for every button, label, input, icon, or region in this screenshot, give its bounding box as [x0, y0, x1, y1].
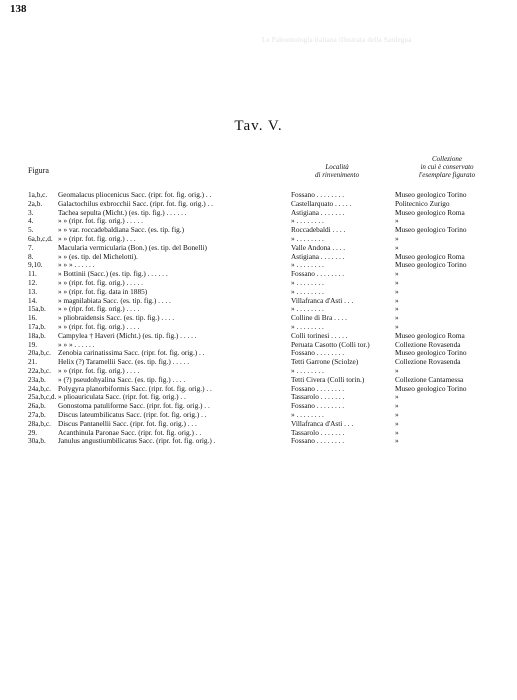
species-description: » » (ripr. fot. fig. orig.) . . . .: [58, 321, 140, 331]
collection: Collezione Cantamessa: [395, 374, 464, 384]
figure-number: 5.: [28, 225, 34, 235]
species-description: » » (es. tip. del Michelotti).: [58, 251, 138, 261]
figure-number: 21.: [28, 357, 38, 367]
locality: Valle Andona . . . .: [291, 242, 346, 252]
species-description: » » (ripr. fot. fig. orig.) . . . .: [58, 304, 140, 314]
locality: Peruata Casotto (Colli tor.): [291, 339, 370, 349]
locality: Colli torinesi . . . . .: [291, 330, 348, 340]
species-description: » » (ripr. fot. fig. orig.) . . . . .: [58, 277, 143, 287]
species-description: Acanthinula Paronae Sacc. (ripr. fot. fig. orig.) . .: [58, 427, 202, 437]
locality: » . . . . . . . .: [291, 321, 324, 331]
species-description: » Bottinii (Sacc.) (es. tip. fig.) . . . . . .: [58, 269, 168, 279]
species-description: Geomalacus pliocenicus Sacc. (ripr. fot. fig. orig.) . .: [58, 190, 212, 199]
header-collezione: [393, 155, 501, 179]
collection: »: [395, 427, 399, 437]
page-number: 138: [10, 3, 27, 15]
species-description: » plioauriculata Sacc. (ripr. fot. fig. orig.) . .: [58, 392, 186, 402]
locality: » . . . . . . . .: [291, 304, 324, 314]
header-localita-line1: Località: [325, 163, 349, 171]
figure-number: 29.: [28, 427, 38, 437]
species-description: Janulus angustiumbilicatus Sacc. (ripr. fot. fig. orig.) .: [58, 436, 216, 446]
locality: Fossano . . . . . . . .: [291, 348, 345, 358]
locality: Villafranca d'Asti . . .: [291, 295, 354, 305]
collection: »: [395, 365, 399, 375]
collection: »: [395, 242, 399, 252]
locality: Fossano . . . . . . . .: [291, 401, 345, 411]
figure-number: 18a,b.: [28, 330, 46, 340]
figure-number: 9,10.: [28, 260, 43, 270]
header-localita-line2: di rinvenimento: [315, 171, 360, 179]
species-description: » » (ripr. fot. fig. orig.) . . . .: [58, 365, 140, 375]
locality: Colline di Bra . . . .: [291, 313, 347, 323]
locality: Castellarquato . . . . .: [291, 198, 352, 208]
collection: »: [395, 321, 399, 331]
collection: Collezione Rovasenda: [395, 357, 461, 367]
collection: »: [395, 418, 399, 428]
locality: Fossano . . . . . . . .: [291, 269, 345, 279]
figure-number: 1a,b,c.: [28, 190, 48, 199]
locality: Fossano . . . . . . . .: [291, 436, 345, 446]
header-localita: [315, 163, 359, 179]
figure-number: 30a,b.: [28, 436, 46, 446]
species-description: » » » . . . . . .: [58, 339, 95, 349]
species-description: » » (ripr. fot. fig. orig.) . . .: [58, 233, 136, 243]
figure-number: 24a,b,c.: [28, 383, 51, 393]
figure-number: 2a,b.: [28, 198, 43, 208]
locality: Fossano . . . . . . . .: [291, 190, 345, 199]
collection: Museo geologico Roma: [395, 207, 465, 217]
species-description: » pliobraidensis Sacc. (es. tip. fig.) . . . .: [58, 313, 175, 323]
locality: Fossano . . . . . . . .: [291, 383, 345, 393]
figure-number: 12.: [28, 277, 38, 287]
locality: Astigiana . . . . . . .: [291, 207, 345, 217]
figure-number: 20a,b,c.: [28, 348, 51, 358]
figure-number: 28a,b,c.: [28, 418, 51, 428]
collection: Politecnico Zurigo: [395, 198, 450, 208]
collection: »: [395, 401, 399, 411]
species-description: Polygyra planorbiformis Sacc. (ripr. fot. fig. orig.) . .: [58, 383, 212, 393]
species-description: » » (ripr. fot. fig. data in 1885): [58, 286, 148, 296]
locality: » . . . . . . . .: [291, 409, 324, 419]
collection: Museo geologico Roma: [395, 330, 465, 340]
collection: »: [395, 286, 399, 296]
collection: »: [395, 233, 399, 243]
collection: »: [395, 277, 399, 287]
figure-number: 6a,b,c,d.: [28, 233, 53, 243]
figure-number: 11.: [28, 269, 37, 279]
species-description: » » (ripr. fot. fig. orig.) . . . . .: [58, 216, 143, 226]
species-description: Discus lateumbilicatus Sacc. (ripr. fot. fig. orig.) . .: [58, 409, 207, 419]
figure-number: 23a,b.: [28, 374, 46, 384]
collection: »: [395, 269, 399, 279]
locality: Tetti Garrone (Sciolze): [291, 357, 359, 367]
figure-number: 25a,b,c,d.: [28, 392, 57, 402]
locality: Tassarolo . . . . . . .: [291, 427, 345, 437]
plate-table: [28, 191, 512, 446]
figure-number: 4.: [28, 216, 34, 226]
figure-number: 3.: [28, 207, 34, 217]
collection: »: [395, 436, 399, 446]
species-description: Helix (?) Taramellii Sacc. (es. tip. fig.) . . . . .: [58, 357, 190, 367]
species-description: » magnilabiata Sacc. (es. tip. fig.) . . . .: [58, 295, 171, 305]
species-description: Galactochilus exbrocchii Sacc. (ripr. fot. fig. orig.) . .: [58, 198, 214, 208]
species-description: Gonostoma patuliforme Sacc. (ripr. fot. fig. orig.) . .: [58, 401, 210, 411]
figure-number: 27a,b.: [28, 409, 46, 419]
locality: Roccadebaldi . . . .: [291, 225, 346, 235]
locality: Tassarolo . . . . . . .: [291, 392, 345, 402]
collection: Museo geologico Torino: [395, 190, 467, 199]
collection: Museo geologico Torino: [395, 348, 467, 358]
figure-number: 13.: [28, 286, 38, 296]
figure-number: 14.: [28, 295, 38, 305]
header-figura: Figura: [28, 166, 49, 175]
species-description: Macularia vermicularia (Bon.) (es. tip. del Bonelli): [58, 242, 207, 252]
species-description: Discus Pantanellii Sacc. (ripr. fot. fig. orig.) . . .: [58, 418, 197, 428]
locality: » . . . . . . . .: [291, 216, 324, 226]
plate-title: Tav. V.: [234, 118, 283, 134]
collection: »: [395, 295, 399, 305]
locality: Astigiana . . . . . . .: [291, 251, 345, 261]
collection: »: [395, 313, 399, 323]
locality: Villafranca d'Asti . . .: [291, 418, 354, 428]
figure-number: 22a,b,c.: [28, 365, 51, 375]
figure-number: 7.: [28, 242, 34, 252]
figure-number: 17a,b.: [28, 321, 46, 331]
locality: » . . . . . . . .: [291, 286, 324, 296]
collection: Museo geologico Roma: [395, 251, 465, 261]
figure-number: 19.: [28, 339, 38, 349]
species-description: » (?) pseudohyalina Sacc. (es. tip. fig.) . . . .: [58, 374, 186, 384]
figure-number: 8.: [28, 251, 34, 261]
species-description: Tachea sepulta (Micht.) (es. tip. fig.) . . . . . .: [58, 207, 187, 217]
bleed-through-text: Le Paleontologia italiana illustrata della Sardegna: [262, 36, 412, 44]
figure-number: 26a,b.: [28, 401, 46, 411]
header-collezione-line3: l'esemplare figurato: [418, 171, 476, 179]
figure-number: 16.: [28, 313, 38, 323]
species-description: » » » . . . . . .: [58, 260, 95, 270]
table-row: [28, 437, 512, 446]
locality: » . . . . . . . .: [291, 365, 324, 375]
locality: » . . . . . . . .: [291, 277, 324, 287]
species-description: Campylea † Haveri (Micht.) (es. tip. fig.) . . . . .: [58, 330, 197, 340]
collection: »: [395, 216, 399, 226]
collection: »: [395, 304, 399, 314]
header-collezione-line2: in cui è conservato: [420, 163, 474, 171]
locality: Tetti Civera (Colli torin.): [291, 374, 365, 384]
species-description: Zenobia carinatissima Sacc. (ripr. fot. fig. orig.) . .: [58, 348, 205, 358]
header-collezione-line1: Collezione: [432, 155, 462, 163]
locality: » . . . . . . . .: [291, 233, 324, 243]
species-description: » » var. roccadebaldiana Sacc. (es. tip. fig.): [58, 225, 185, 235]
collection: »: [395, 409, 399, 419]
figure-number: 15a,b.: [28, 304, 46, 314]
collection: »: [395, 392, 399, 402]
collection: Museo geologico Torino: [395, 260, 467, 270]
collection: Collezione Rovasenda: [395, 339, 461, 349]
locality: » . . . . . . . .: [291, 260, 324, 270]
collection: Museo geologico Torino: [395, 383, 467, 393]
collection: Museo geologico Torino: [395, 225, 467, 235]
